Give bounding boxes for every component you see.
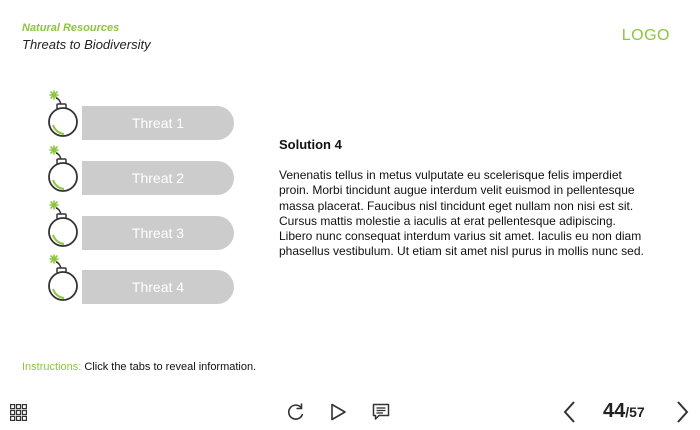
bomb-icon	[48, 144, 94, 196]
tab-threat-4[interactable]	[60, 267, 236, 305]
bomb-icon	[48, 89, 94, 141]
tab-label: Threat 2	[131, 170, 185, 186]
page-title: Threats to Biodiversity	[22, 37, 151, 52]
course-subject: Natural Resources	[22, 22, 120, 34]
instructions	[22, 361, 256, 373]
chevron-left-icon[interactable]	[562, 400, 578, 424]
page-counter	[603, 400, 645, 423]
tab-label: Threat 3	[131, 225, 185, 241]
chevron-right-icon[interactable]	[674, 400, 690, 424]
bomb-icon	[48, 253, 94, 305]
instructions-text: Click the tabs to reveal information.	[81, 361, 257, 373]
logo: LOGO	[621, 27, 670, 44]
transcript-icon[interactable]	[372, 403, 390, 421]
replay-icon[interactable]	[286, 402, 306, 422]
bomb-icon	[48, 199, 94, 251]
solution-title: Solution 4	[279, 137, 342, 152]
grid-menu-icon[interactable]	[10, 404, 27, 421]
solution-body: Venenatis tellus in metus vulputate eu scelerisque felis imperdiet proin. Morbi tincidunt augue interdum velit euismod in pellentesque massa placerat. Faucibus nisl tincidunt eget nullam non nisi est sit. Cursus mattis molestie a iaculis at erat pellentesque adipiscing. Libero nunc consequat interdum varius sit amet. Iaculis eu non diam phasellus vestibulum. Ut etiam sit amet nisl purus in mollis nunc sed.	[279, 168, 644, 259]
tab-threat-1[interactable]	[60, 103, 236, 141]
page-total: /57	[625, 404, 645, 420]
tab-threat-3[interactable]	[60, 213, 236, 251]
play-icon[interactable]	[330, 403, 347, 421]
instructions-label: Instructions:	[22, 361, 82, 373]
page-current: 44	[603, 400, 626, 422]
tab-label: Threat 1	[131, 115, 185, 131]
tab-label: Threat 4	[131, 279, 185, 295]
tab-threat-2[interactable]	[60, 158, 236, 196]
